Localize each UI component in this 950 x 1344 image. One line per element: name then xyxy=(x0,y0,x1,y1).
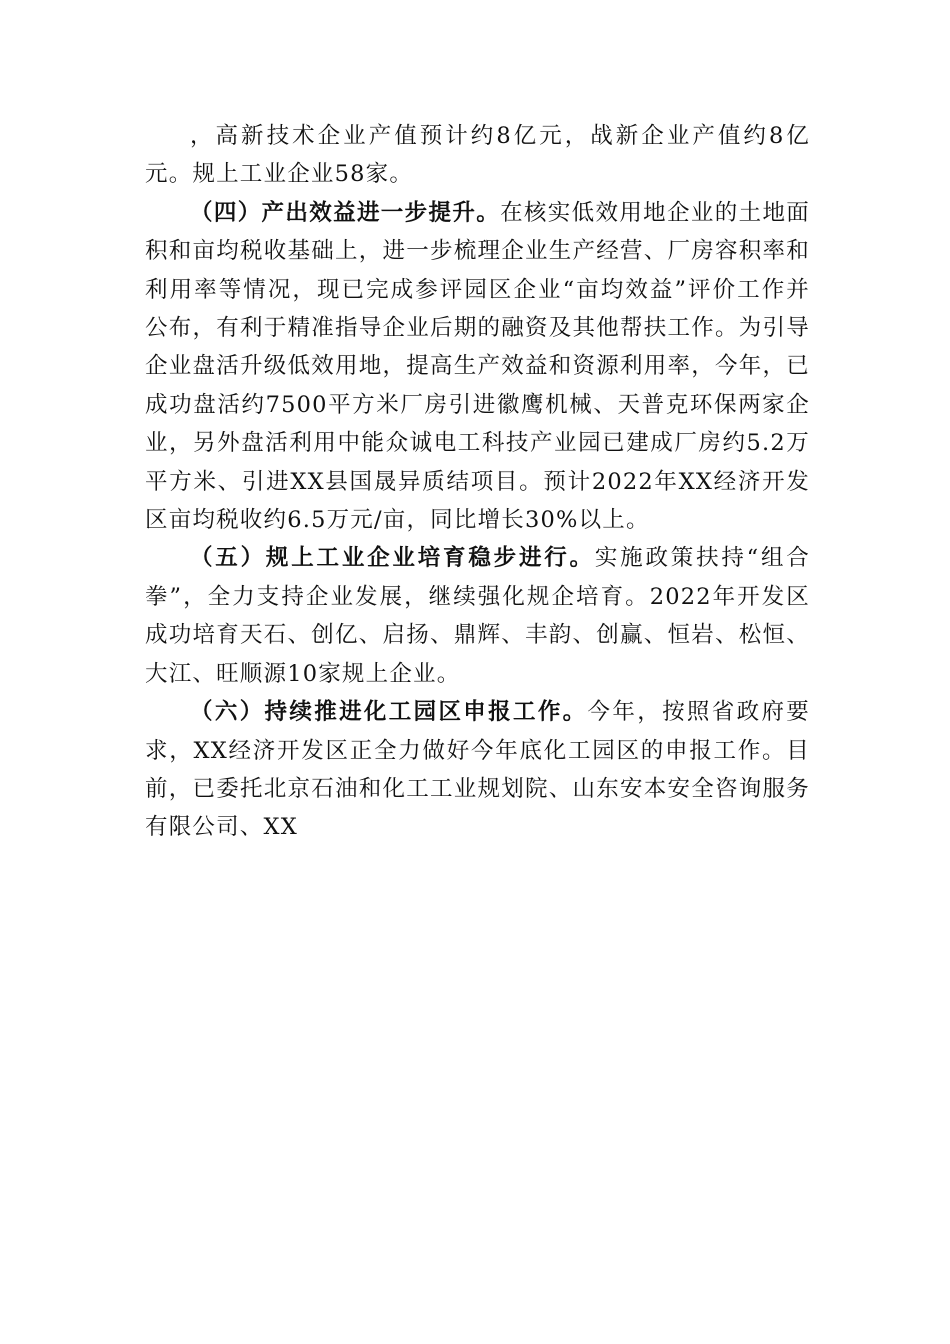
paragraph-enterprise-cultivation xyxy=(145,539,810,693)
paragraph-text: 今年，按照省政府要求，XX经济开发区正全力做好今年底化工园区的申报工作。目前，已委托北京石油和化工工业规划院、山东安本安全咨询服务有限公司、XX xyxy=(145,699,810,841)
paragraph-text: ，高新技术企业产值预计约8亿元，战新企业产值约8亿元。规上工业企业58家。 xyxy=(145,123,810,188)
section-heading-five: （五）规上工业企业培育稳步进行。 xyxy=(190,545,595,572)
paragraph-text: 实施政策扶持“组合拳”，全力支持企业发展，继续强化规企培育。2022年开发区成功培育天石、创亿、启扬、鼎辉、丰韵、创赢、恒岩、松恒、大江、旺顺源10家规上企业。 xyxy=(145,545,810,687)
document-body xyxy=(145,117,810,847)
section-heading-six: （六）持续推进化工园区申报工作。 xyxy=(190,699,588,726)
paragraph-chemical-park xyxy=(145,693,810,847)
section-heading-four: （四）产出效益进一步提升。 xyxy=(190,199,501,226)
paragraph-enterprise-output xyxy=(145,117,810,194)
paragraph-output-efficiency xyxy=(145,194,810,540)
paragraph-text: 在核实低效用地企业的土地面积和亩均税收基础上，进一步梳理企业生产经营、厂房容积率和利用率等情况，现已完成参评园区企业“亩均效益”评价工作并公布，有利于精准指导企业后期的融资及其他帮扶工作。为引导企业盘活升级低效用地，提高生产效益和资源利用率，今年，已成功盘活约7500平方米厂房引进徽鹰机械、天普克环保两家企业，另外盘活利用中能众诚电工科技产业园已建成厂房约5.2万平方米、引进XX县国晟异质结项目。预计2022年XX经济开发区亩均税收约6.5万元/亩，同比增长30%以上。 xyxy=(145,199,810,534)
